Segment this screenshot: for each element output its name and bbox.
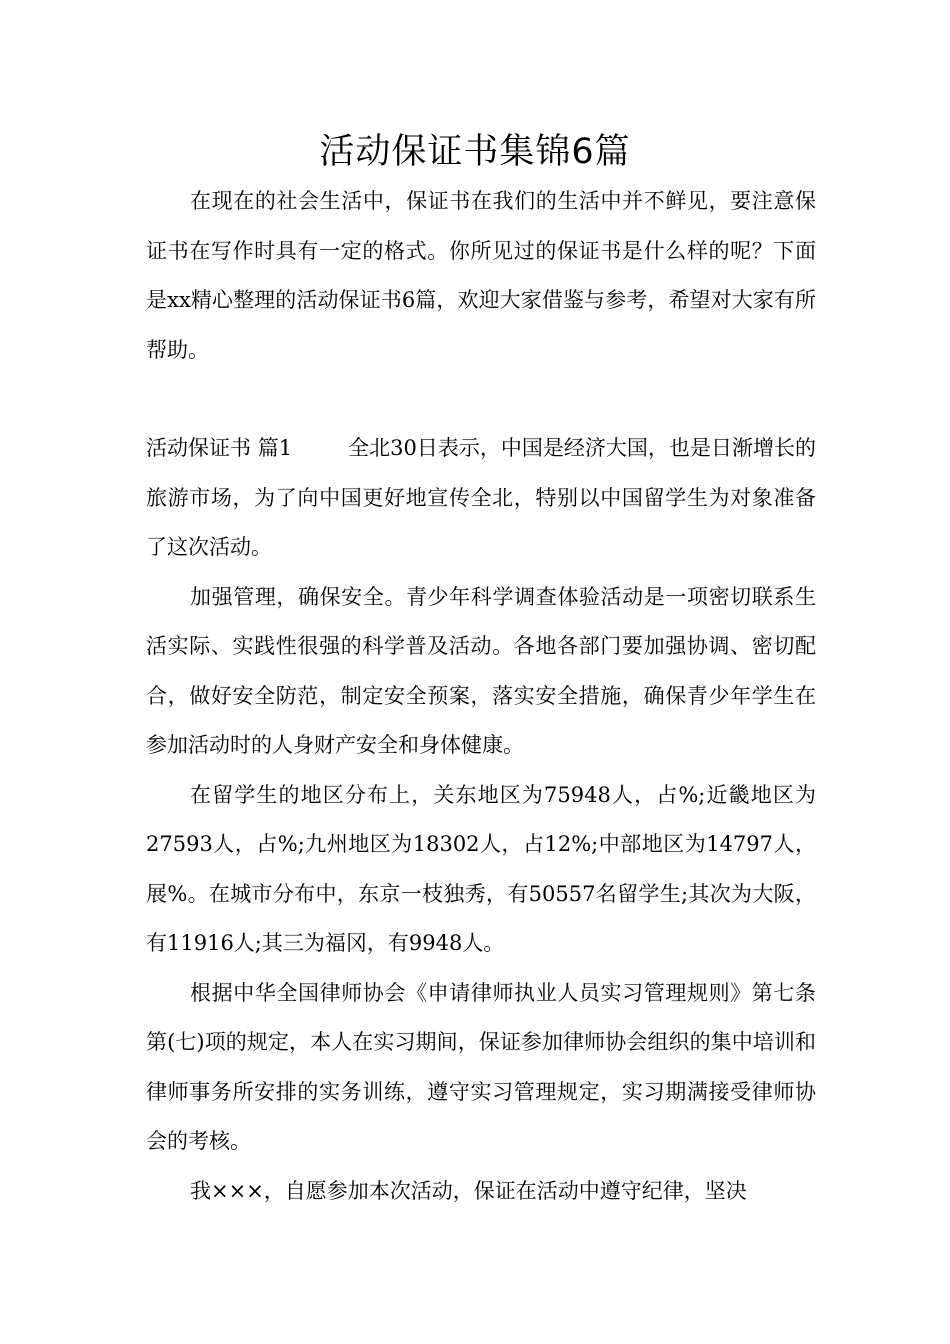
section-1-paragraph: 我×××，自愿参加本次活动，保证在活动中遵守纪律，坚决 xyxy=(190,1178,747,1203)
section-1-paragraph: 在留学生的地区分布上，关东地区为75948人，占%;近畿地区为27593人，占%;九州地区为18302人，占12%;中部地区为14797人，展%。在城市分布中，东京一枝独秀，有50557名留学生;其次为大阪，有11916人;其三为福冈，有9948人。 xyxy=(146,782,816,955)
intro-paragraph: 在现在的社会生活中，保证书在我们的生活中并不鲜见，要注意保证书在写作时具有一定的格式。你所见过的保证书是什么样的呢？下面是xx精心整理的活动保证书6篇，欢迎大家借鉴与参考，希望对大家有所帮助。 xyxy=(146,189,816,362)
section-1-label: 活动保证书 篇1 xyxy=(146,436,293,460)
section-1-first-text: 全北30日表示，中国是经济大国，也是日渐增长的旅游市场，为了向中国更好地宣传全北，特别以中国留学生为对象准备了这次活动。 xyxy=(146,436,816,559)
section-1-paragraph: 加强管理，确保安全。青少年科学调查体验活动是一项密切联系生活实际、实践性很强的科学普及活动。各地各部门要加强协调、密切配合，做好安全防范，制定安全预案，落实安全措施，确保青少年学生在参加活动时的人身财产安全和身体健康。 xyxy=(146,584,816,757)
document-title: 活动保证书集锦6篇 xyxy=(319,132,631,172)
paragraph-spacer xyxy=(146,375,816,424)
document-body xyxy=(146,177,816,1216)
section-1-first-paragraph xyxy=(146,424,816,573)
section-1-paragraph: 根据中华全国律师协会《申请律师执业人员实习管理规则》第七条第(七)项的规定，本人在实习期间，保证参加律师协会组织的集中培训和律师事务所安排的实务训练，遵守实习管理规定，实习期满接受律师协会的考核。 xyxy=(146,980,816,1153)
